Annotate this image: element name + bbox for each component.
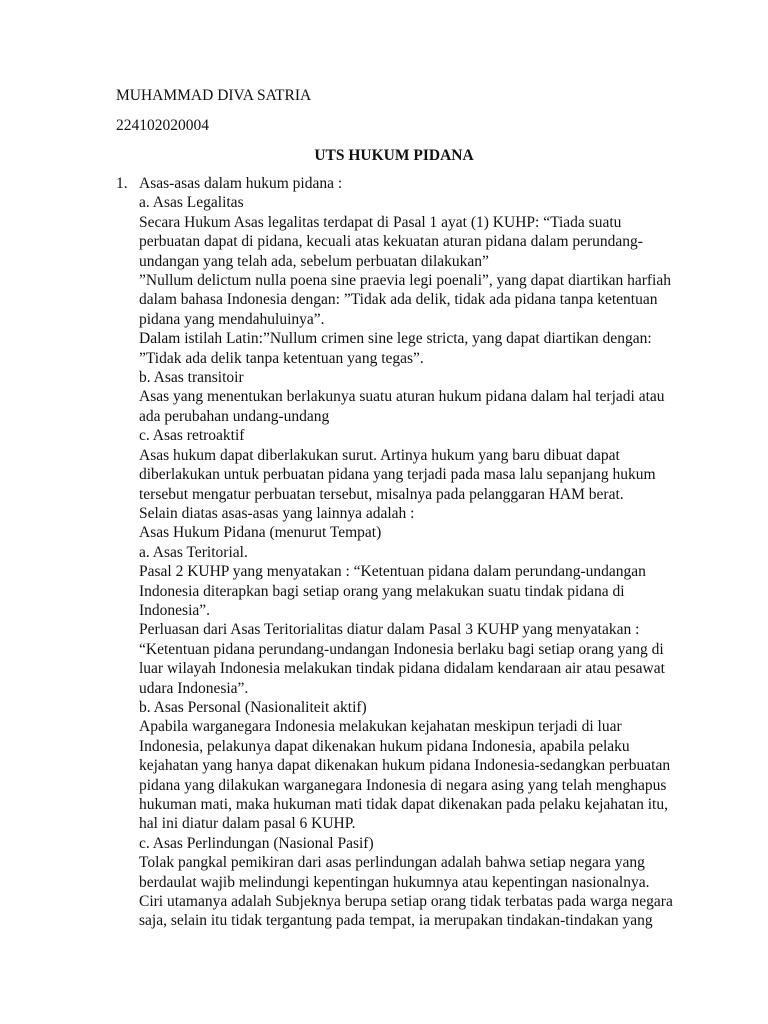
text-line: tersebut mengatur perbuatan tersebut, misalnya pada pelanggaran HAM berat. (139, 485, 624, 503)
text-line: udara Indonesia”. (139, 679, 249, 697)
text-line: saja, selain itu tidak tergantung pada tempat, ia merupakan tindakan-tindakan yang (139, 912, 653, 930)
student-id: 224102020004 (116, 117, 209, 134)
text-line: b. Asas Personal (Nasionaliteit aktif) (139, 698, 367, 716)
author-name: MUHAMMAD DIVA SATRIA (116, 87, 312, 104)
text-line: Secara Hukum Asas legalitas terdapat di Pasal 1 ayat (1) KUHP: “Tiada suatu (139, 213, 622, 231)
text-line: hukuman mati, maka hukuman mati tidak dapat dikenakan pada pelaku kejahatan itu, (139, 796, 668, 813)
text-line: pidana yang dilakukan warganegara Indonesia di negara asing yang telah menghapus (139, 776, 667, 794)
text-line: dalam bahasa Indonesia dengan: ”Tidak ada delik, tidak ada pidana tanpa ketentuan (139, 291, 658, 309)
text-line: Asas Hukum Pidana (menurut Tempat) (139, 524, 382, 542)
text-line: Selain diatas asas-asas yang lainnya adalah : (139, 504, 415, 522)
text-line: Indonesia”. (139, 601, 211, 619)
text-line: pidana yang mendahuluinya”. (139, 310, 325, 328)
text-line: Perluasan dari Asas Teritorialitas diatur dalam Pasal 3 KUHP yang menyatakan : (139, 621, 640, 639)
document-title: UTS HUKUM PIDANA (314, 147, 474, 164)
text-line: Indonesia diterapkan bagi setiap orang yang melakukan suatu tindak pidana di (139, 582, 625, 600)
text-line: a. Asas Legalitas (139, 194, 244, 212)
text-line: Ciri utamanya adalah Subjeknya berupa setiap orang tidak terbatas pada warga negara (139, 893, 673, 911)
text-line: a. Asas Teritorial. (139, 543, 248, 561)
text-line: Asas yang menentukan berlakunya suatu aturan hukum pidana dalam hal terjadi atau (139, 388, 665, 406)
text-line: Tolak pangkal pemikiran dari asas perlindungan adalah bahwa setiap negara yang (139, 854, 645, 872)
text-line: b. Asas transitoir (139, 369, 244, 387)
text-line: undangan yang telah ada, sebelum perbuatan dilakukan” (139, 252, 489, 270)
text-line: ”Nullum delictum nulla poena sine praevia legi poenali”, yang dapat diartikan harfiah (139, 272, 671, 290)
text-line: c. Asas retroaktif (139, 427, 245, 445)
text-line: berdaulat wajib melindungi kepentingan hukumnya atau kepentingan nasionalnya. (139, 873, 650, 891)
text-line: Dalam istilah Latin:”Nullum crimen sine lege stricta, yang dapat diartikan dengan: (139, 330, 652, 348)
text-line: diberlakukan untuk perbuatan pidana yang terjadi pada masa lalu sepanjang hukum (139, 466, 656, 484)
text-line: kejahatan yang hanya dapat dikenakan hukum pidana Indonesia-sedangkan perbuatan (139, 757, 671, 775)
text-line: ada perubahan undang-undang (139, 407, 330, 425)
list-number: 1. (116, 175, 128, 192)
document-body (139, 174, 699, 931)
text-line: hal ini diatur dalam pasal 6 KUHP. (139, 815, 356, 833)
text-line: Asas-asas dalam hukum pidana : (139, 175, 343, 192)
text-line: Indonesia, pelakunya dapat dikenakan hukum pidana Indonesia, apabila pelaku (139, 737, 630, 755)
text-line: luar wilayah Indonesia melakukan tindak pidana didalam kendaraan air atau pesawat (139, 660, 665, 678)
text-line: “Ketentuan pidana perundang-undangan Indonesia berlaku bagi setiap orang yang di (139, 640, 664, 658)
text-line: c. Asas Perlindungan (Nasional Pasif) (139, 834, 374, 852)
text-line: Asas hukum dapat diberlakukan surut. Artinya hukum yang baru dibuat dapat (139, 446, 620, 464)
text-line: perbuatan dapat di pidana, kecuali atas kekuatan aturan pidana dalam perundang- (139, 233, 643, 251)
text-line: Pasal 2 KUHP yang menyatakan : “Ketentuan pidana dalam perundang-undangan (139, 563, 646, 581)
text-line: Apabila warganegara Indonesia melakukan kejahatan meskipun terjadi di luar (139, 718, 622, 736)
text-line: ”Tidak ada delik tanpa ketentuan yang tegas”. (139, 349, 424, 367)
